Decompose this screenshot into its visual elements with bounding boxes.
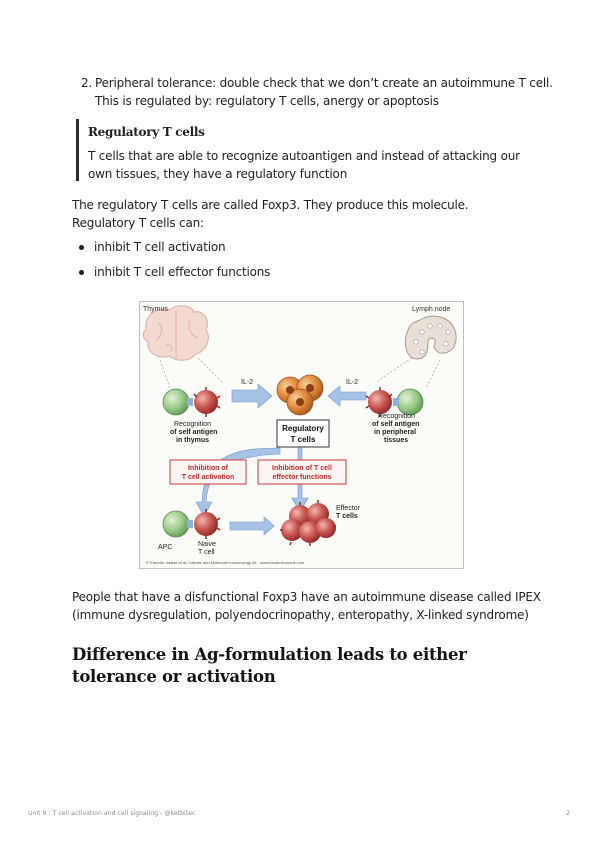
naive-t-cell <box>194 509 220 539</box>
recognition-peripheral-1: Recognition <box>378 413 415 420</box>
arrow-left-icon <box>328 386 366 406</box>
paragraph-ipex: People that have a disfunctional Foxp3 have an autoimmune disease called IPEX (immune dysregulation, polyendocrinopathy, enteropathy, X-linked syndrome) <box>72 590 541 622</box>
figure-copyright: © Elsevier. Abbas et al: Cellular and Molecular Immunology 5e - www.studentconsult.com <box>146 560 305 565</box>
page-footer-title: Unit 9 : T cell activation and cell signaling - @ketbitec <box>28 810 196 817</box>
bullet-list <box>72 238 532 288</box>
recognition-peripheral-4: tissues <box>384 437 409 444</box>
lymph-node-label: Lymph node <box>412 306 451 313</box>
apc-cell-peripheral <box>393 389 423 415</box>
arrow-right-icon <box>230 517 274 535</box>
thymus-label: Thymus <box>143 306 168 313</box>
bullet-item <box>72 238 532 263</box>
list-number: 2. <box>80 76 92 90</box>
bullet-dot <box>79 245 84 250</box>
list-item-body <box>95 74 555 110</box>
effector-label-1: Effector <box>336 505 360 512</box>
bullet-dot <box>79 270 84 275</box>
lymph-node-organ <box>405 316 456 359</box>
il2-label-right: IL-2 <box>346 379 359 386</box>
callout-title: Regulatory T cells <box>88 125 205 139</box>
regulatory-box-line-2: T cells <box>290 435 316 444</box>
effector-t-cells-cluster <box>280 500 336 546</box>
apc-cell-thymus <box>163 389 193 415</box>
bullet-text: inhibit T cell activation <box>94 240 226 254</box>
recognition-peripheral-2: of self antigen <box>372 421 420 428</box>
inhibition-activation-2: T cell activation <box>181 474 235 481</box>
naive-label-1: Naive <box>198 541 216 548</box>
page-number: 2 <box>566 810 570 817</box>
thymus-organ <box>143 306 208 361</box>
t-cell-thymus <box>194 387 220 417</box>
list-item-line-1: Peripheral tolerance: double check that we don’t create an autoimmune T cell. <box>95 76 553 90</box>
callout-block <box>76 119 539 181</box>
figure-illustration <box>140 302 463 568</box>
callout-text: T cells that are able to recognize autoantigen and instead of attacking our own tissues, they have a regulatory function <box>88 149 520 181</box>
arrow-right-icon <box>232 384 272 408</box>
regulatory-box-line-1: Regulatory <box>282 424 324 433</box>
recognition-thymus-2: of self antigen <box>170 429 218 436</box>
inhibition-activation-1: Inhibition of <box>187 465 229 472</box>
inhibition-effector-1: Inhibition of T cell <box>272 465 332 472</box>
inhibition-effector-2: effector functions <box>272 474 332 481</box>
bullet-item <box>72 263 532 288</box>
list-item-line-2: This is regulated by: regulatory T cells, anergy or apoptosis <box>95 94 439 108</box>
recognition-thymus-3: in thymus <box>176 437 210 444</box>
il2-label-left: IL-2 <box>241 379 254 386</box>
recognition-peripheral-3: in peripheral <box>374 429 417 436</box>
naive-label-2: T cell <box>198 549 215 556</box>
regulatory-t-cell-figure <box>139 301 464 569</box>
recognition-thymus-1: Recognition <box>174 421 211 428</box>
paragraph-foxp3: The regulatory T cells are called Foxp3. They produce this molecule. Regulatory T cells can: <box>72 198 469 230</box>
apc-cell-bottom <box>163 511 193 537</box>
section-heading: Difference in Ag-formulation leads to either tolerance or activation <box>72 645 467 686</box>
regulatory-t-cells-cluster <box>277 375 323 415</box>
apc-label: APC <box>158 544 173 551</box>
effector-label-2: T cells <box>336 513 358 520</box>
bullet-text: inhibit T cell effector functions <box>94 265 271 279</box>
